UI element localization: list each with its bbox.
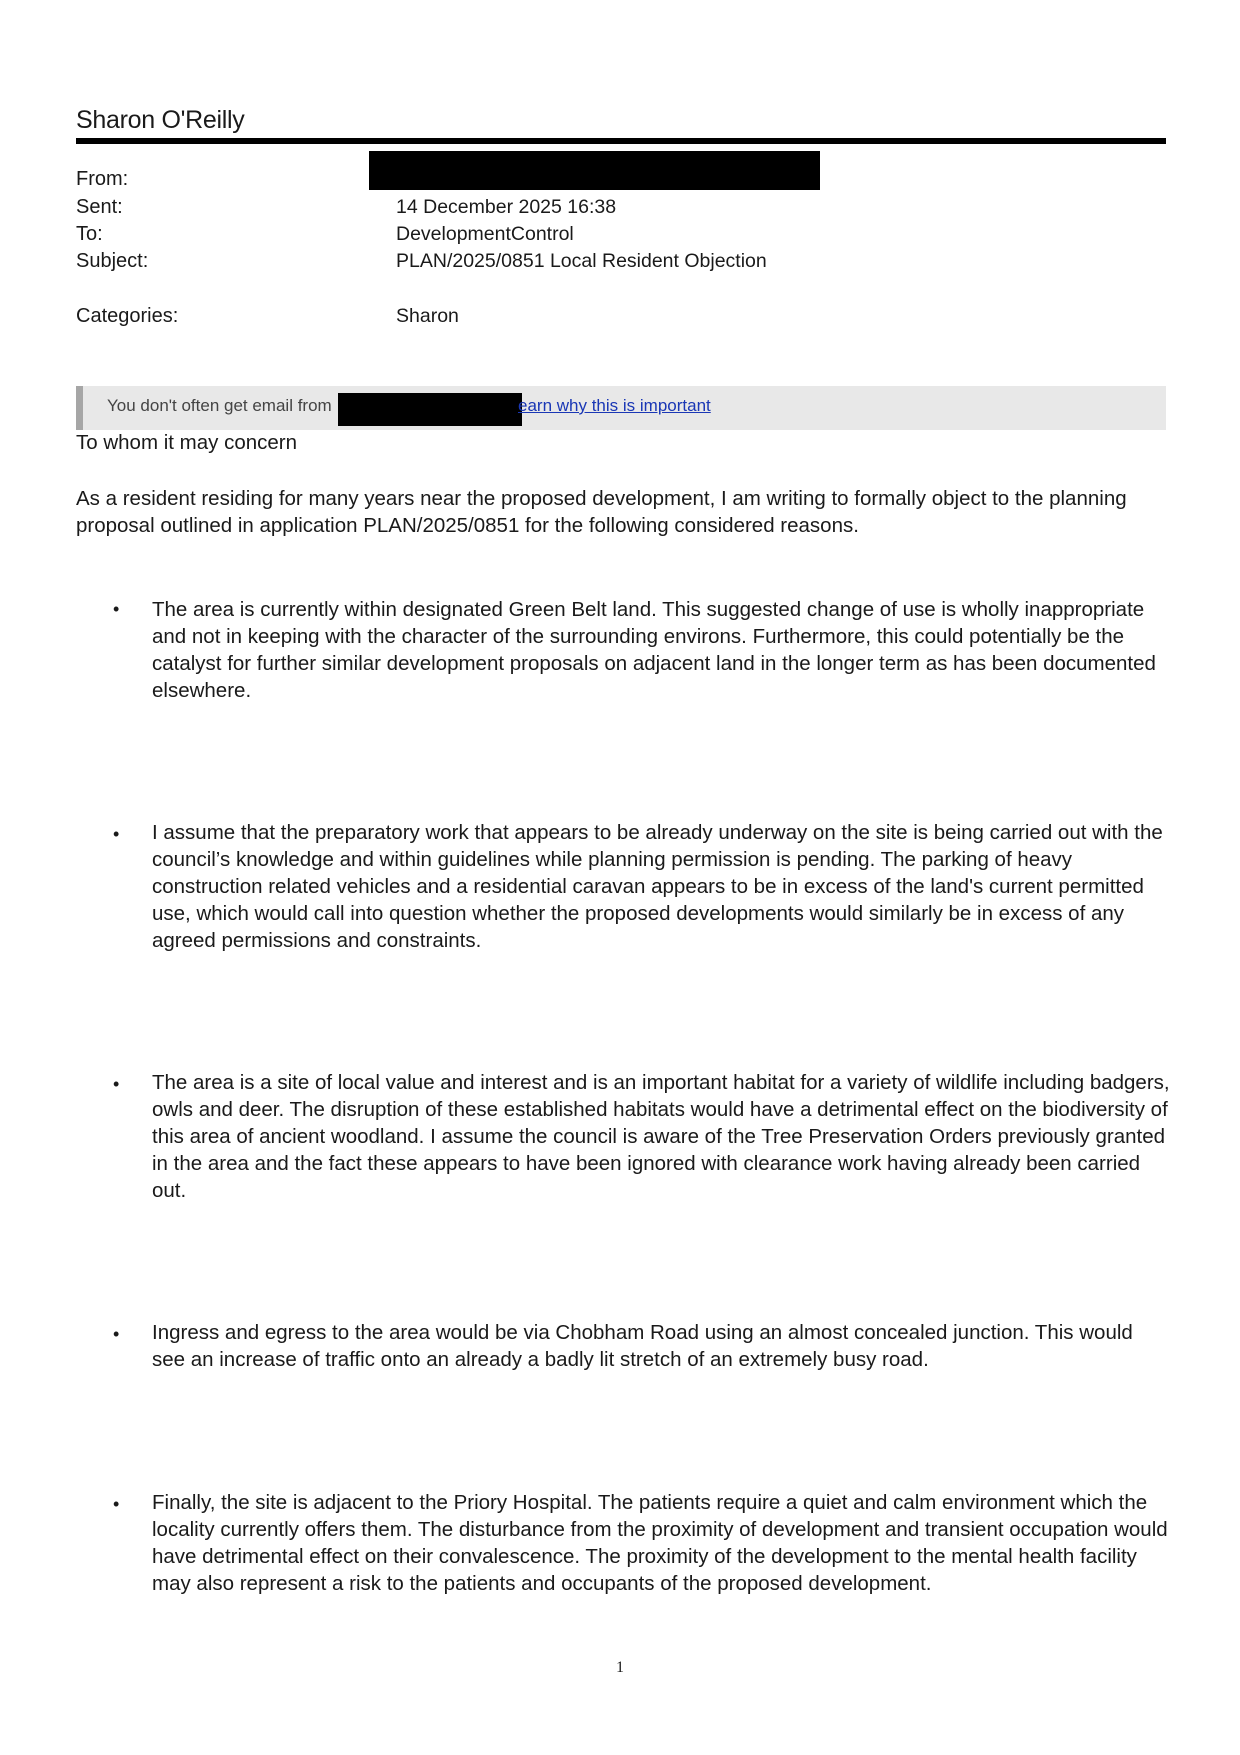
from-label: From: (76, 168, 129, 190)
sent-label: Sent: (76, 196, 123, 218)
bullet-glyph: • (113, 824, 120, 844)
bullet-item-priory-hospital: Finally, the site is adjacent to the Priory Hospital. The patients require a quiet and calm environment which the locality currently offers them. The disturbance from the proximity of development and transient occupation would have detrimental effect on their convalescence. The proximity of the development to the mental health facility may also represent a risk to the patients and occupants of the proposed development. (152, 1491, 1168, 1595)
categories-value: Sharon (396, 305, 459, 327)
subject-label: Subject: (76, 250, 149, 272)
intro-paragraph: As a resident residing for many years near the proposed development, I am writing to formally object to the planning proposal outlined in application PLAN/2025/0851 for the following considered reasons. (76, 487, 1127, 537)
sender-name: Sharon O'Reilly (76, 106, 245, 134)
bullet-item-wildlife-habitat: The area is a site of local value and interest and is an important habitat for a variety of wildlife including badgers, owls and deer. The disruption of these established habitats would have a detrimental effect on the biodiversity of this area of ancient woodland. I assume the council is aware of the Tree Preservation Orders previously granted in the area and the fact these appears to have been ignored with clearance work having already been carried out. (152, 1071, 1170, 1202)
greeting: To whom it may concern (76, 431, 298, 454)
subject-value: PLAN/2025/0851 Local Resident Objection (396, 250, 767, 272)
bullet-glyph: • (113, 1494, 120, 1514)
header-rule (76, 138, 1166, 144)
bullet-item-traffic: Ingress and egress to the area would be via Chobham Road using an almost concealed junction. This would see an increase of traffic onto an already a badly lit stretch of an extremely busy road. (152, 1321, 1133, 1371)
bullet-item-green-belt: The area is currently within designated Green Belt land. This suggested change of use is wholly inappropriate and not in keeping with the character of the surrounding environs. Furthermore, this could potentially be the catalyst for further similar development proposals on adjacent land in the longer term as has been documented elsewhere. (152, 598, 1156, 702)
to-value: DevelopmentControl (396, 223, 574, 245)
bullet-glyph: • (113, 1324, 120, 1344)
redacted-sender-address (369, 151, 820, 190)
categories-label: Categories: (76, 305, 179, 327)
bullet-item-preparatory-work: I assume that the preparatory work that appears to be already underway on the site is being carried out with the council’s knowledge and within guidelines while planning permission is pending. The parking of heavy construction related vehicles and a residential caravan appears to be in excess of the land's current permitted use, which would call into question whether the proposed developments would similarly be in excess of any agreed permissions and constraints. (152, 821, 1163, 952)
banner-accent-bar (76, 386, 83, 430)
to-label: To: (76, 223, 103, 245)
bullet-glyph: • (113, 1074, 120, 1094)
bullet-glyph: • (113, 599, 120, 619)
page-number: 1 (616, 1659, 624, 1676)
learn-why-link[interactable]: earn why this is important (518, 396, 711, 415)
redacted-banner-address (338, 393, 522, 426)
sent-value: 14 December 2025 16:38 (396, 196, 617, 218)
banner-text: You don't often get email from (107, 396, 332, 415)
